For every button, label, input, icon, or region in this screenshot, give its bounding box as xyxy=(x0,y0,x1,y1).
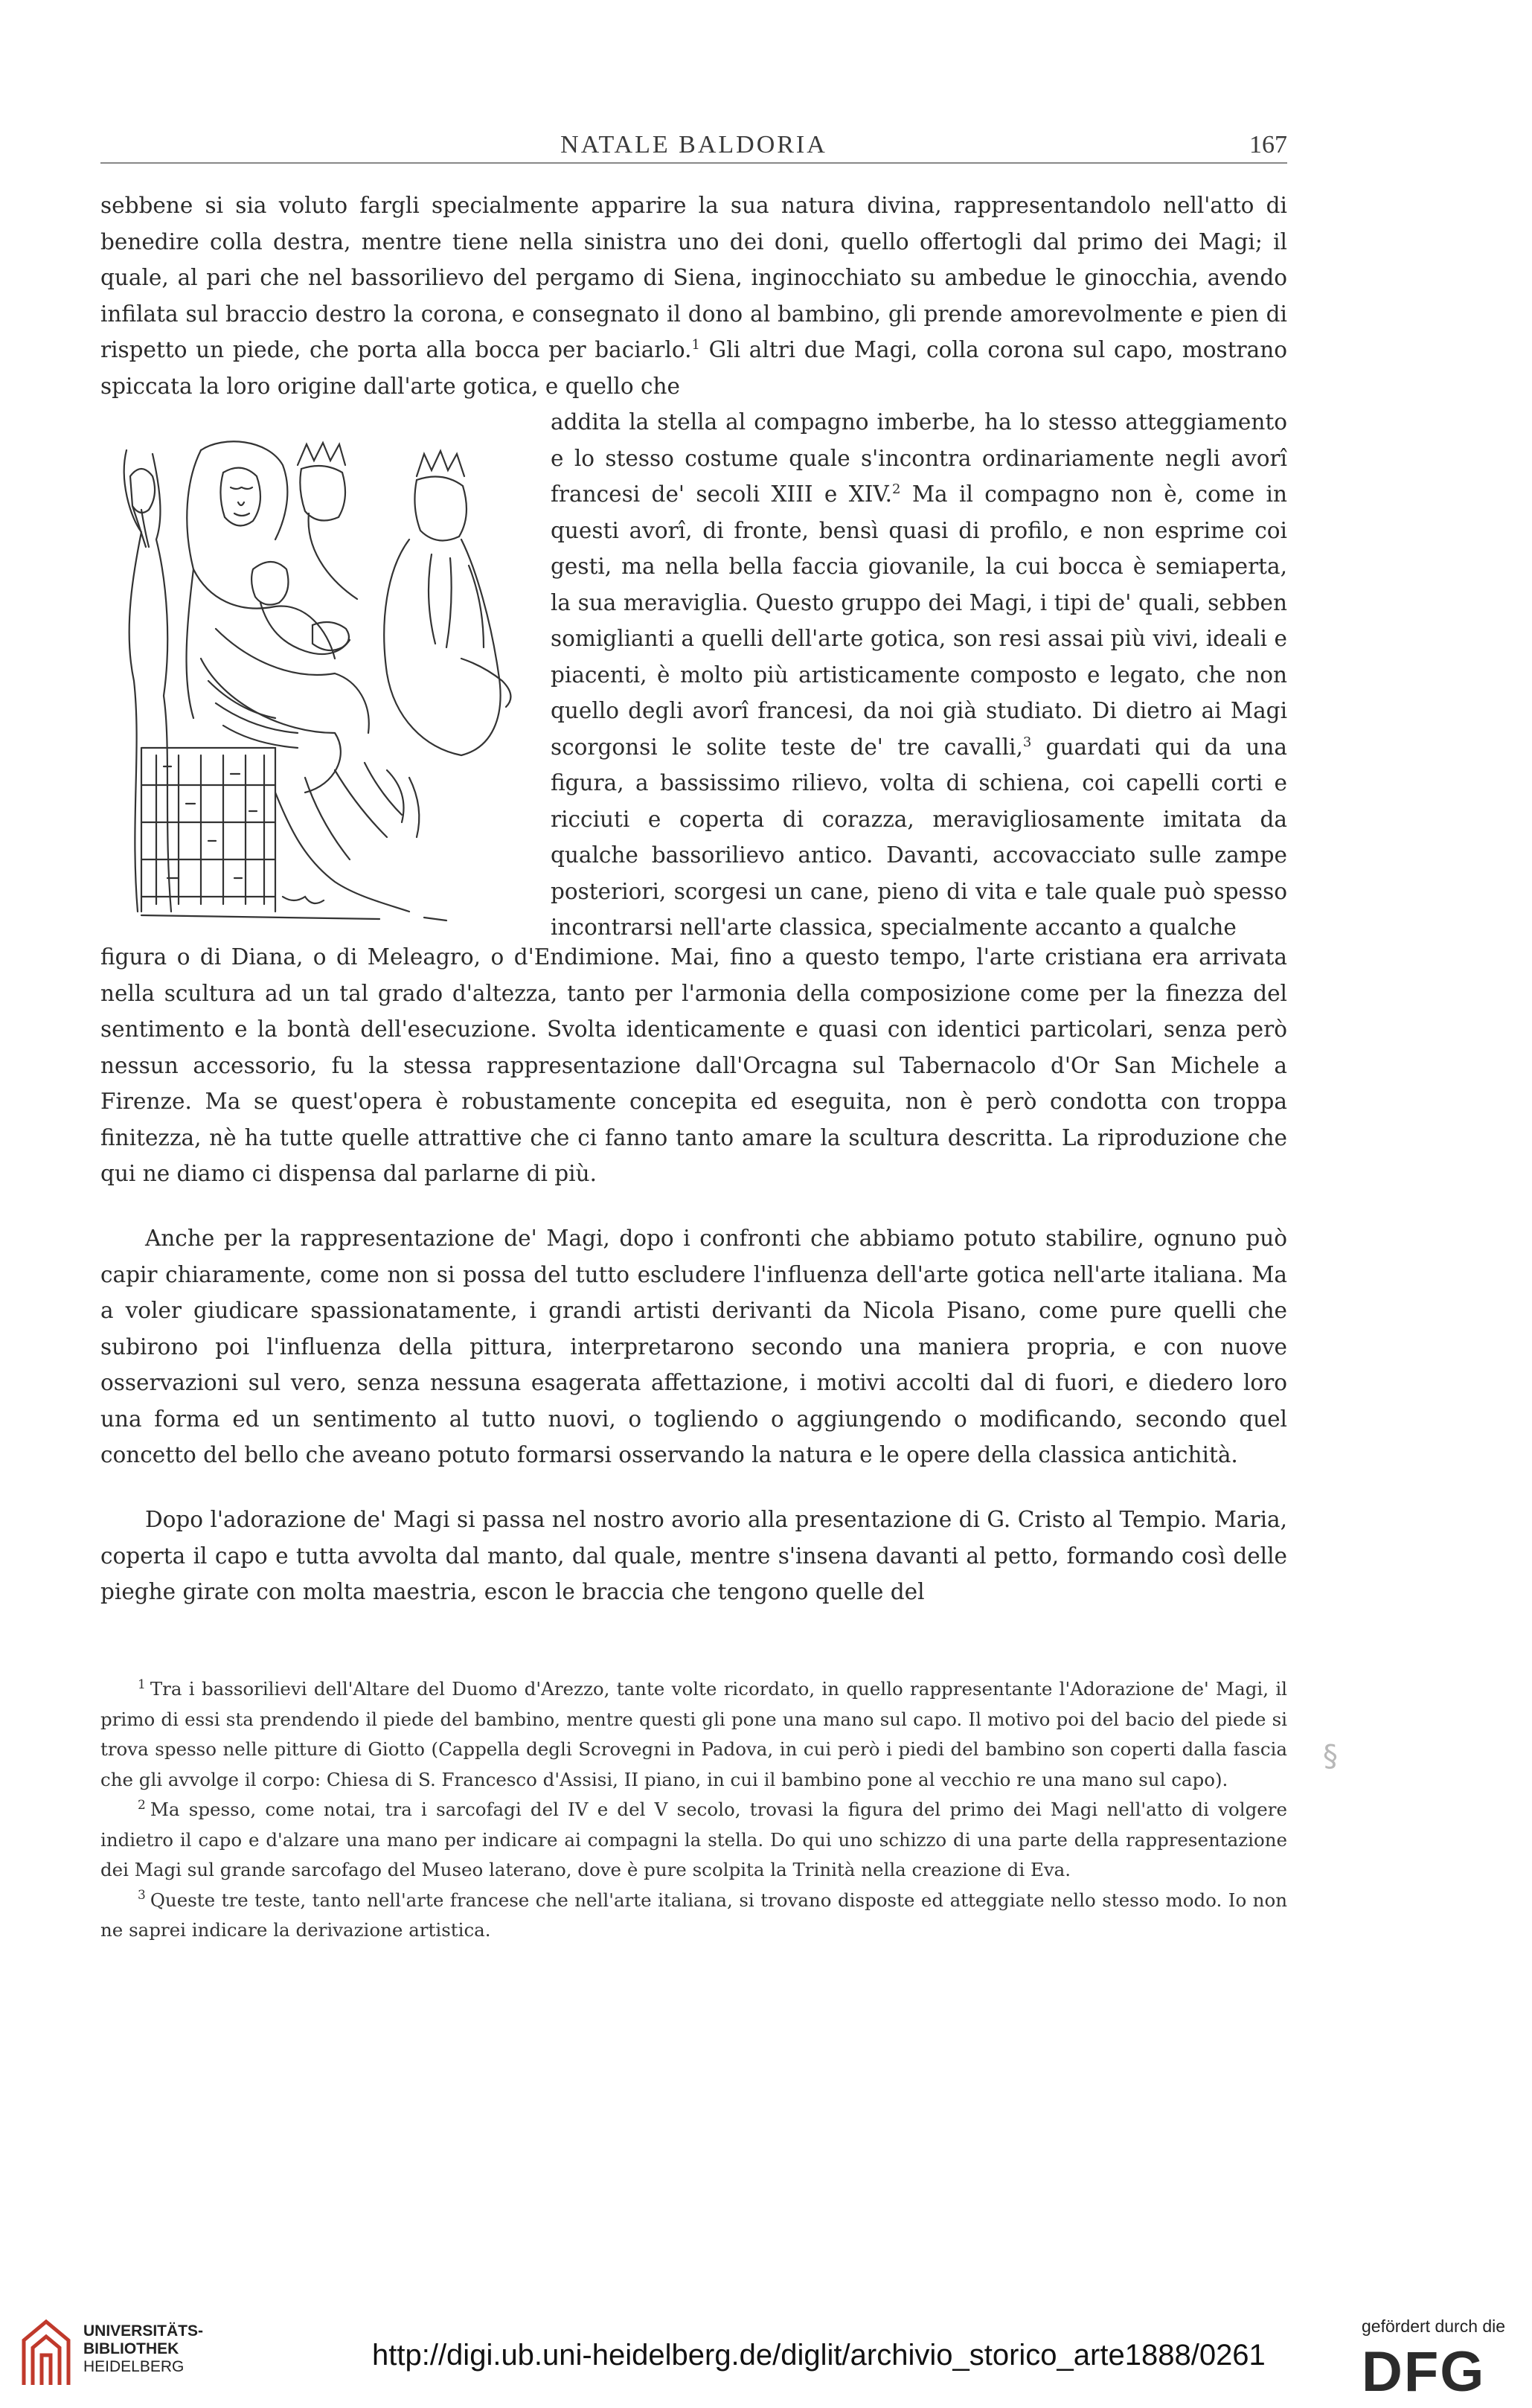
footnote-number: 3 xyxy=(138,1888,146,1903)
paragraph-2: figura o di Diana, o di Meleagro, o d'Endimione. Mai, fino a questo tempo, l'arte cristiana era arrivata nella scultura ad un tal grado d'altezza, tanto per l'armonia della composizione come per la finezza del sentimento e la bontà dell'esecuzione. Svolta identicamente e quasi con identici particolari, senza però nessun accessorio, fu la stessa rappresentazione dall'Orcagna sul Tabernacolo d'Or San Michele a Firenze. Ma se quest'opera è robustamente concepita ed eseguita, non è però condotta con troppa finitezza, nè ha tutte quelle attrattive che ci fanno tanto amare la scultura descritta. La riproduzione che qui ne diamo ci dispensa dal parlarne di più. xyxy=(100,944,1287,1186)
funded-by-label: gefördert durch die xyxy=(1362,2316,1506,2336)
footnote-text: Tra i bassorilievi dell'Altare del Duomo d'Arezzo, tante volte ricordato, in quello rappresentante l'Adorazione de' Magi, il primo di essi sta prendendo il piede del bambino, mentre questi gli pone una mano sul capo. Il motivo poi del bacio del piede si trova spesso nelle pitture di Giotto (Cappella degli Scrovegni in Padova, in cui però i piedi del bambino son coperti dalla fascia che gli avvolge il corpo: Chiesa di S. Francesco d'Assisi, II piano, in cui il bambino pone al vecchio re una mano sul capo). xyxy=(100,1678,1287,1790)
footnote-1 xyxy=(100,1674,1287,1795)
footnote-text: Ma spesso, come notai, tra i sarcofagi del IV e del V secolo, trovasi la figura del primo dei Magi nell'atto di volgere indietro il capo e d'alzare una mano per indicare ai compagni la stella. Do qui uno schizzo di una parte della rappresentazione dei Magi sul grande sarcofago del Museo laterano, dove è pure scolpita la Trinità nella creazione di Eva. xyxy=(100,1799,1287,1880)
library-line-1: UNIVERSITÄTS- xyxy=(83,2322,204,2340)
footnote-number: 2 xyxy=(138,1797,146,1813)
footer-bar xyxy=(0,2303,1532,2408)
paragraph-1 xyxy=(100,188,1287,404)
paragraph-3: Anche per la rappresentazione de' Magi, dopo i confronti che abbiamo potuto stabilire, ognuno può capir chiaramente, come non si possa del tutto escludere l'influenza dell'arte gotica nell'arte italiana. Ma a voler giudicare spassionatamente, i grandi artisti derivanti da Nicola Pisano, come pure quelli che subirono poi l'influenza della pittura, interpretarono secondo una maniera propria, e con nuove osservazioni sul vero, senza nessuna esagerata affettazione, i motivi accolti dal di fuori, e diedero loro una forma ed un sentimento al tutto nuovi, o togliendo o aggiungendo o modificando, secondo quel concetto del bello che aveano potuto formarsi osservando la natura e le opere della classica antichità. xyxy=(100,1226,1287,1467)
margin-mark: § xyxy=(1323,1739,1338,1773)
running-head xyxy=(100,131,1287,176)
university-library-logo-icon[interactable] xyxy=(16,2311,76,2392)
footnotes xyxy=(100,1674,1287,1946)
wrap-text-b: Ma il compagno non è, come in questi avorî, di fronte, bensì quasi di profilo, e non esprime coi gesti, ma nella bella faccia giovanile, la cui bocca è semiaperta, la sua meraviglia. Questo gruppo dei Magi, i tipi de' quali, sebben somiglianti a quelli dell'arte gotica, son resi assai più vivi, ideali e piacenti, è molto più artisticamente composto e legato, che non quello degli avorî francesi, da noi già studiato. Di dietro ai Magi scorgonsi le solite teste de' tre cavalli, xyxy=(551,481,1287,760)
wrap-text-c: guardati qui da una figura, a bassissimo rilievo, volta di schiena, coi capelli corti e ricciuti e coperta di corazza, meravigliosamente imitata da qualche bassorilievo antico. Davanti, accovacciato sulle zampe posteriori, scorgesi un cane, pieno di vita e tale quale può spesso incontrarsi nell'arte classica, specialmente accanto a qualche xyxy=(551,734,1287,940)
footnote-2 xyxy=(100,1795,1287,1886)
footnote-number: 1 xyxy=(138,1677,146,1692)
running-title: NATALE BALDORIA xyxy=(560,131,827,158)
library-line-2: BIBLIOTHEK xyxy=(83,2340,179,2357)
footnote-ref-2[interactable]: 2 xyxy=(891,481,901,498)
dfg-logo-text: DFG xyxy=(1362,2342,1486,2398)
footnote-text: Queste tre teste, tanto nell'arte francese che nell'arte italiana, si trovano disposte ed atteggiate nello stesso modo. Io non ne saprei indicare la derivazione artistica. xyxy=(100,1889,1287,1941)
header-rule xyxy=(100,162,1287,164)
wrap-text-a: addita la stella al compagno imberbe, ha lo stesso atteggiamento e lo stesso costume quale s'incontra ordinariamente negli avorî francesi de' secoli XIII e XIV. xyxy=(551,409,1287,507)
page-number: 167 xyxy=(1249,131,1287,158)
paragraph-1-wrap xyxy=(551,404,1287,946)
footnote-ref-1[interactable]: 1 xyxy=(691,337,700,353)
paragraph-1-tail: Gli altri due Magi, colla corona sul capo, mostrano spiccata la loro origine dall'arte gotica, e quello che xyxy=(100,337,1287,399)
dfg-funding-block xyxy=(1362,2311,1518,2400)
footnote-ref-3[interactable]: 3 xyxy=(1022,734,1032,750)
paragraph-1-text: sebbene si sia voluto fargli specialmente apparire la sua natura divina, rappresentandolo nell'atto di benedire colla destra, mentre tiene nella sinistra uno dei doni, quello offertogli dal primo dei Magi; il quale, al pari che nel bassorilievo del pergamo di Siena, inginocchiato su ambedue le ginocchia, avendo infilata sul braccio destro la corona, e consegnato il dono al bambino, gli prende amorevolmente e pien di rispetto un piede, che porta alla bocca per baciarlo. xyxy=(100,193,1287,362)
magi-sketch-image xyxy=(112,435,528,934)
footnote-3 xyxy=(100,1886,1287,1946)
library-name xyxy=(83,2322,203,2376)
paragraph-4: Dopo l'adorazione de' Magi si passa nel nostro avorio alla presentazione di G. Cristo al Tempio. Maria, coperta il capo e tutta avvolta dal manto, dal quale, mentre s'insena davanti al petto, formando così delle pieghe girate con molta maestria, escon le braccia che tengono quelle del xyxy=(100,1507,1287,1604)
library-line-3: HEIDELBERG xyxy=(83,2358,185,2375)
magi-relief-illustration xyxy=(112,435,528,934)
dfg-logo-icon[interactable] xyxy=(1362,2342,1510,2398)
document-url-link[interactable]: http://digi.ub.uni-heidelberg.de/diglit/archivio_storico_arte1888/0261 xyxy=(372,2339,1266,2372)
